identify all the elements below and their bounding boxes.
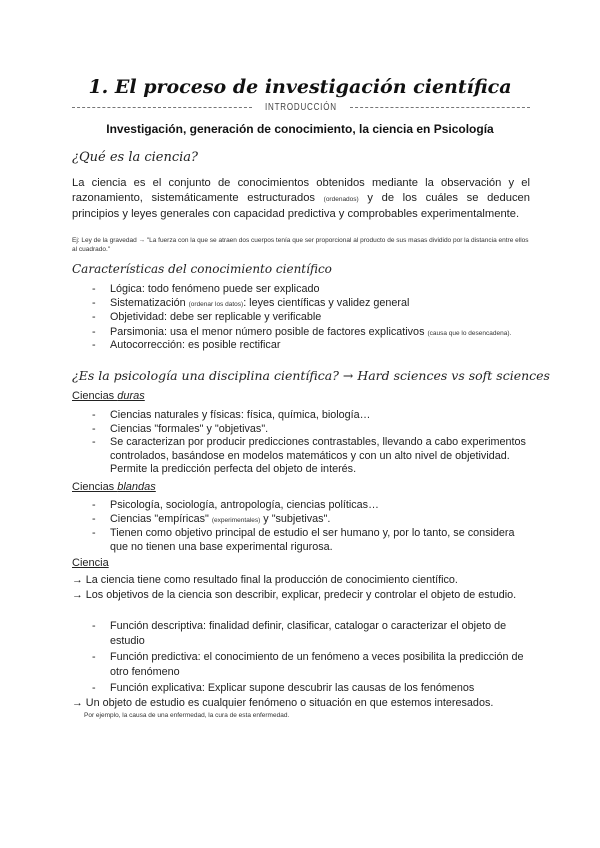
list-item: - Parsimonia: usa el menor número posible de factores explicativos (causa que lo desencadena).: [92, 325, 532, 339]
subtitle: Investigación, generación de conocimiento, la ciencia en Psicología: [106, 122, 494, 136]
section-divider: [72, 102, 530, 113]
ciencia-point-1: → La ciencia tiene como resultado final la producción de conocimiento científico.: [72, 574, 458, 586]
list-item: - Psicología, sociología, antropología, ciencias políticas…: [92, 499, 532, 513]
hard-sciences-list: [92, 409, 532, 477]
definition-note: (ordenados): [323, 196, 359, 203]
list-item: - Ciencias "formales" y "objetivas".: [92, 423, 532, 437]
list-item: - Función descriptiva: finalidad definir, clasificar, catalogar o caracterizar el objeto de estudio: [92, 619, 532, 648]
page-title: 1. El proceso de investigación científica: [88, 76, 512, 98]
list-item: - Objetividad: debe ser replicable y verificable: [92, 311, 532, 325]
definition-paragraph: [72, 176, 530, 222]
list-item: - Lógica: todo fenómeno puede ser explicado: [92, 283, 532, 297]
list-item: - Tienen como objetivo principal de estudio el ser humano y, por lo tanto, se considera que no tienen una base experimental rigurosa.: [92, 527, 532, 554]
list-item: - Función explicativa: Explicar supone descubrir las causas de los fenómenos: [92, 681, 532, 696]
heading-psicologia-cientifica: ¿Es la psicología una disciplina científica? → Hard sciences vs soft sciences: [72, 368, 550, 383]
heading-ciencia: Ciencia: [72, 557, 109, 569]
list-item: - Ciencias "empíricas" (experimentales) y "subjetivas".: [92, 513, 532, 528]
section-label: INTRODUCCIÓN: [265, 102, 337, 113]
list-item: - Función predictiva: el conocimiento de un fenómeno a veces posibilita la predicción de otro fenómeno: [92, 650, 532, 679]
heading-que-es-ciencia: ¿Qué es la ciencia?: [72, 150, 199, 165]
definition-text: La ciencia es el conjunto de conocimientos obtenidos mediante la observación y el razonamiento, sistemáticamente estructurados: [72, 177, 530, 204]
definition-text-2: y de los cuáles se deducen principios y leyes generales con capacidad predictiva y comprobables experimentalmente.: [72, 192, 530, 220]
list-item: - Se caracterizan por producir predicciones contrastables, llevando a cabo experimentos controlados, basándose en modelos matemáticos y con un alto nivel de objetividad. Permite la predicción perfecta del objeto de interés.: [92, 436, 532, 477]
ciencia-point-3: → Un objeto de estudio es cualquier fenómeno o situación en que estemos interesados.: [72, 697, 494, 709]
functions-list: [92, 619, 532, 696]
ciencia-point-2: → Los objetivos de la ciencia son describir, explicar, predecir y controlar el objeto de estudio.: [72, 589, 517, 601]
list-item: - Ciencias naturales y físicas: física, química, biología…: [92, 409, 532, 423]
heading-ciencias-blandas: Ciencias blandas: [72, 481, 156, 493]
heading-ciencias-duras: Ciencias duras: [72, 390, 145, 402]
ciencia-point-3-example: Por ejemplo, la causa de una enfermedad, la cura de esta enfermedad.: [84, 712, 290, 719]
gravity-example: Ej: Ley de la gravedad → "La fuerza con la que se atraen dos cuerpos tenía que ser proporcional al producto de sus masas dividido por la distancia entre ellos al cuadrado.": [72, 237, 529, 253]
list-item: - Sistematización (ordenar los datos): leyes científicas y validez general: [92, 297, 532, 312]
soft-sciences-list: [92, 499, 532, 554]
characteristics-list: [92, 283, 532, 352]
list-item: - Autocorrección: es posible rectificar: [92, 339, 532, 353]
heading-caracteristicas: Características del conocimiento científico: [72, 262, 332, 276]
